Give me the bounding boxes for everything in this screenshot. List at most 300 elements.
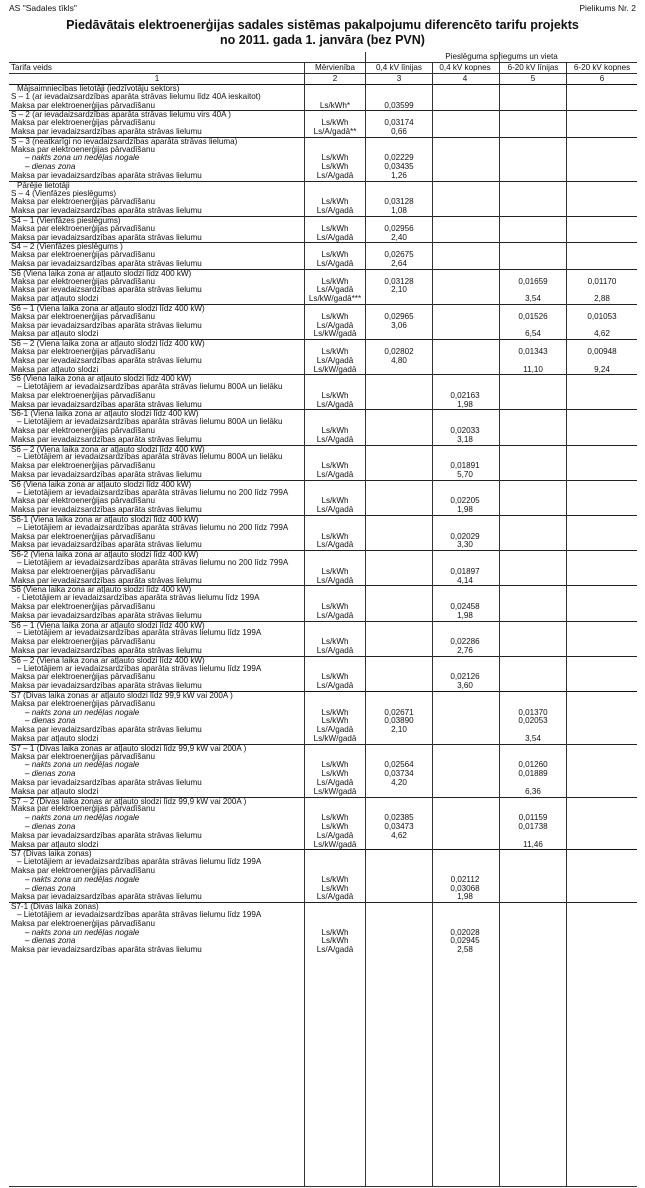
tariff-label: Maksa par ievadaizsardzības aparāta strāvas lielumu <box>11 830 202 840</box>
value-cell: 1,98 <box>457 505 473 515</box>
value-cell <box>432 841 498 850</box>
unit-cell: Ls/A/gadā <box>316 399 354 409</box>
value-cell: 1,98 <box>457 892 473 902</box>
value-cell: 0,02671 <box>384 707 414 717</box>
value-cell <box>366 673 432 682</box>
value-cell: 0,01891 <box>450 461 480 471</box>
value-cell <box>567 462 637 471</box>
value-cell <box>432 313 498 322</box>
value-cell <box>500 427 566 436</box>
value-cell <box>500 885 566 894</box>
value-cell <box>567 779 637 788</box>
unit-cell: Ls/kW/gadā <box>313 364 357 374</box>
value-cell <box>366 893 432 902</box>
tariff-label: Maksa par elektroenerģijas pārvadīšanu <box>11 276 155 286</box>
tariff-label: S6-1 (Viena laika zona ar atļauto slodzi līdz 400 kW) <box>11 515 199 525</box>
tariff-label: Maksa par ievadaizsardzības aparāta strāvas lielumu <box>11 505 202 515</box>
tariff-label: – dienas zona <box>25 769 76 779</box>
unit-cell: Ls/kW/gadā*** <box>308 294 362 304</box>
value-cell: 4,20 <box>391 777 407 787</box>
table-body <box>9 84 637 955</box>
value-cell: 2,88 <box>594 294 610 304</box>
value-cell: 2,76 <box>457 646 473 655</box>
value-cell: 6,36 <box>525 786 541 796</box>
value-cell <box>500 471 566 480</box>
value-cell <box>432 735 498 744</box>
value-cell <box>567 673 637 682</box>
value-cell <box>366 366 432 375</box>
tariff-label: Maksa par elektroenerģijas pārvadīšanu <box>11 197 155 207</box>
col-header-04-busbars: 0,4 kV kopnes <box>439 63 491 72</box>
value-cell <box>567 946 637 955</box>
unit-cell: Ls/A/gadā <box>316 892 354 902</box>
tariff-label: S – 1 (ar ievadaizsardzības aparāta strāvas lielumu līdz 40A ieskaitot) <box>11 91 261 101</box>
value-cell: 0,02229 <box>384 153 414 163</box>
value-cell <box>432 366 498 375</box>
value-cell: 0,02956 <box>384 223 414 233</box>
value-cell <box>500 876 566 885</box>
tariff-label: S6-2 (Viena laika zona ar atļauto slodzi līdz 400 kW) <box>11 550 199 560</box>
tariff-label: Maksa par elektroenerģijas pārvadīšanu <box>11 865 155 875</box>
table-head-numbers <box>9 73 637 84</box>
table-row <box>9 128 637 137</box>
value-cell <box>500 128 566 137</box>
unit-cell: Ls/A/gadā <box>316 285 354 295</box>
tariff-label: Maksa par atļauto slodzi <box>11 294 99 304</box>
value-cell: 0,02033 <box>450 426 480 436</box>
value-cell <box>432 788 498 797</box>
col-divider <box>566 62 567 1186</box>
value-cell: 0,02458 <box>450 602 480 612</box>
value-cell <box>567 198 637 207</box>
table-row <box>9 577 637 586</box>
value-cell <box>567 506 637 515</box>
col-divider <box>432 62 433 1186</box>
value-cell <box>500 893 566 902</box>
value-cell <box>567 893 637 902</box>
tariff-label: Maksa par ievadaizsardzības aparāta strāvas lielumu <box>11 777 202 787</box>
tariff-label: – Lietotājiem ar ievadaizsardzības aparāta strāvas lielumu 800A un lielāku <box>17 452 283 462</box>
unit-cell: Ls/A/gadā <box>316 725 354 735</box>
unit-cell: Ls/A/gadā <box>316 777 354 787</box>
col-header-tariff: Tarifa veids <box>11 63 52 72</box>
value-cell: 4,14 <box>457 575 473 585</box>
tariff-label: Maksa par atļauto slodzi <box>11 364 99 374</box>
value-cell <box>432 761 498 770</box>
value-cell <box>567 603 637 612</box>
value-cell <box>366 885 432 894</box>
value-cell <box>567 497 637 506</box>
value-cell: 0,02163 <box>450 390 480 400</box>
title-line-1: Piedāvātais elektroenerģijas sadales sistēmas pakalpojumu diferencēto tarifu projekts <box>66 18 579 32</box>
value-cell <box>500 682 566 691</box>
value-cell: 0,02286 <box>450 637 480 647</box>
page-title <box>0 18 645 48</box>
value-cell <box>567 154 637 163</box>
value-cell <box>366 735 432 744</box>
value-cell <box>366 506 432 515</box>
tariff-label: Maksa par ievadaizsardzības aparāta strāvas lielumu <box>11 892 202 902</box>
value-cell: 0,66 <box>391 126 407 136</box>
unit-cell: Ls/kWh <box>321 769 349 779</box>
tariff-label: Maksa par atļauto slodzi <box>11 329 99 339</box>
tariff-label: Maksa par elektroenerģijas pārvadīšanu <box>11 144 155 154</box>
tariff-label: – Lietotājiem ar ievadaizsardzības aparāta strāvas lielumu līdz 199A <box>17 628 262 638</box>
value-cell <box>432 832 498 841</box>
value-cell <box>567 823 637 832</box>
unit-cell: Ls/kWh <box>321 390 349 400</box>
value-cell <box>366 462 432 471</box>
tariff-label: Maksa par ievadaizsardzības aparāta strāvas lielumu <box>11 206 202 216</box>
tariff-label: S7-1 (Divas laika zonas) <box>11 902 99 912</box>
tariff-label: Maksa par elektroenerģijas pārvadīšanu <box>11 311 155 321</box>
value-cell: 2,10 <box>391 725 407 735</box>
value-cell: 0,01526 <box>518 311 548 321</box>
value-cell: 0,02126 <box>450 672 480 682</box>
table-row <box>9 471 637 480</box>
unit-cell: Ls/A/gadā <box>316 470 354 480</box>
value-cell: 0,01260 <box>518 760 548 770</box>
value-cell: 0,02385 <box>384 813 414 823</box>
title-line-2: no 2011. gada 1. janvāra (bez PVN) <box>220 33 425 47</box>
unit-cell: Ls/A/gadā <box>316 170 354 180</box>
value-cell: 0,03174 <box>384 118 414 128</box>
unit-cell: Ls/kWh <box>321 936 349 946</box>
value-cell <box>567 128 637 137</box>
value-cell <box>432 154 498 163</box>
table-head-group <box>9 52 637 62</box>
value-cell: 1,98 <box>457 610 473 620</box>
value-cell <box>567 225 637 234</box>
value-cell <box>567 392 637 401</box>
table-row <box>9 172 637 181</box>
value-cell: 2,10 <box>391 285 407 295</box>
value-cell <box>500 172 566 181</box>
value-cell: 0,01159 <box>518 813 548 823</box>
tariff-label: – Lietotājiem ar ievadaizsardzības aparāta strāvas lielumu no 200 līdz 799A <box>17 522 289 532</box>
tariff-label: Maksa par ievadaizsardzības aparāta strāvas lielumu <box>11 610 202 620</box>
unit-cell: Ls/kWh <box>321 223 349 233</box>
table-row <box>9 841 637 850</box>
value-cell: 0,03890 <box>384 716 414 726</box>
tariff-label: Maksa par elektroenerģijas pārvadīšanu <box>11 698 155 708</box>
tariff-label: - Lietotājiem ar ievadaizsardzības aparāta strāvas lielumu līdz 199A <box>17 593 260 603</box>
value-cell: 0,02029 <box>450 531 480 541</box>
value-cell <box>366 436 432 445</box>
value-cell <box>500 612 566 621</box>
value-cell <box>500 647 566 656</box>
value-cell: 3,06 <box>391 320 407 330</box>
tariff-label: S6 – 1 (Viena laika zona ar atļauto slodzi līdz 400 kW) <box>11 303 205 313</box>
tariff-label: S6 – 2 (Viena laika zona ar atļauto slodzi līdz 400 kW) <box>11 444 205 454</box>
tariff-label: Maksa par elektroenerģijas pārvadīšanu <box>11 426 155 436</box>
value-cell <box>432 163 498 172</box>
tariff-label: Maksa par elektroenerģijas pārvadīšanu <box>11 672 155 682</box>
value-cell <box>432 225 498 234</box>
tariff-label: – Lietotājiem ar ievadaizsardzības aparāta strāvas lielumu no 200 līdz 799A <box>17 487 289 497</box>
value-cell <box>432 709 498 718</box>
col-divider <box>304 62 305 1186</box>
unit-cell: Ls/kWh <box>321 883 349 893</box>
tariff-label: S – 3 (neatkarīgi no ievadaizsardzības aparāta strāvas lieluma) <box>11 136 238 146</box>
unit-cell: Ls/A/gadā <box>316 575 354 585</box>
unit-cell: Ls/kWh <box>321 821 349 831</box>
value-cell: 0,03068 <box>450 883 480 893</box>
value-cell <box>500 260 566 269</box>
value-cell <box>567 832 637 841</box>
value-cell <box>567 533 637 542</box>
table-row <box>9 436 637 445</box>
table-row <box>9 506 637 515</box>
value-cell: 1,98 <box>457 399 473 409</box>
unit-cell: Ls/kWh <box>321 672 349 682</box>
unit-cell: Ls/kWh <box>321 813 349 823</box>
unit-cell: Ls/A/gadā <box>316 681 354 691</box>
tariff-label: – nakts zona un nedēļas nogale <box>25 927 140 937</box>
value-cell <box>567 647 637 656</box>
unit-cell: Ls/kWh <box>321 118 349 128</box>
unit-cell: Ls/kWh <box>321 197 349 207</box>
unit-cell: Ls/kWh <box>321 153 349 163</box>
value-cell <box>432 198 498 207</box>
value-cell <box>567 735 637 744</box>
value-cell <box>567 251 637 260</box>
value-cell: 11,10 <box>523 364 543 374</box>
value-cell <box>500 102 566 111</box>
value-cell <box>366 541 432 550</box>
value-cell: 0,01343 <box>518 346 548 356</box>
value-cell <box>500 603 566 612</box>
value-cell: 4,62 <box>594 329 610 339</box>
col-num: 1 <box>154 74 160 83</box>
value-cell <box>432 172 498 181</box>
value-cell <box>366 497 432 506</box>
col-divider <box>365 62 366 1186</box>
value-cell <box>366 638 432 647</box>
value-cell <box>567 207 637 216</box>
col-num: 4 <box>462 74 468 83</box>
value-cell: 0,01738 <box>518 821 548 831</box>
company-name: AS "Sadales tīkls" <box>9 3 77 13</box>
value-cell: 4,62 <box>391 830 407 840</box>
unit-cell: Ls/kWh <box>321 276 349 286</box>
value-cell: 3,54 <box>525 294 541 304</box>
tariff-label: – dienas zona <box>25 162 76 172</box>
value-cell: 0,03128 <box>384 276 414 286</box>
value-cell <box>500 506 566 515</box>
tariff-label: Maksa par ievadaizsardzības aparāta strāvas lielumu <box>11 470 202 480</box>
annex-number: Pielikums Nr. 2 <box>579 3 636 13</box>
unit-cell: Ls/A/gadā <box>316 830 354 840</box>
tariff-label: S6 (Viena laika zona ar atļauto slodzi līdz 400 kW) <box>11 374 192 384</box>
unit-cell: Ls/kWh <box>321 311 349 321</box>
value-cell <box>567 788 637 797</box>
value-cell <box>500 638 566 647</box>
value-cell: 11,46 <box>523 839 543 849</box>
tariff-label: S6 (Viena laika zona ar atļauto slodzi līdz 400 kW) <box>11 585 192 595</box>
value-cell <box>366 401 432 410</box>
tariff-label: Maksa par elektroenerģijas pārvadīšanu <box>11 602 155 612</box>
tariff-label: Maksa par ievadaizsardzības aparāta strāvas lielumu <box>11 258 202 268</box>
unit-cell: Ls/kWh <box>321 716 349 726</box>
value-cell <box>366 876 432 885</box>
tariff-label: S7 (Divas laika zonas) <box>11 849 92 859</box>
value-cell <box>500 673 566 682</box>
value-cell <box>500 198 566 207</box>
value-cell <box>567 876 637 885</box>
value-cell: 0,01053 <box>587 311 617 321</box>
tariff-label: Maksa par elektroenerģijas pārvadīšanu <box>11 566 155 576</box>
value-cell <box>567 814 637 823</box>
tariff-label: Maksa par elektroenerģijas pārvadīšanu <box>11 390 155 400</box>
value-cell <box>500 946 566 955</box>
col-header-unit: Mērvienība <box>314 63 356 72</box>
value-cell: 1,08 <box>391 206 407 216</box>
value-cell <box>567 234 637 243</box>
tariff-label: – Lietotājiem ar ievadaizsardzības aparāta strāvas lielumu no 200 līdz 799A <box>17 558 289 568</box>
unit-cell: Ls/kWh <box>321 426 349 436</box>
value-cell <box>366 295 432 304</box>
value-cell <box>432 348 498 357</box>
unit-cell: Ls/kW/gadā <box>313 786 357 796</box>
tariff-label: S – 4 (Vienfāzes pieslēgums) <box>11 188 117 198</box>
unit-cell: Ls/kWh <box>321 250 349 260</box>
value-cell: 0,01170 <box>587 276 617 286</box>
tariff-label: S7 – 1 (Divas laika zonas ar atļauto slodzi līdz 99,9 kW vai 200A ) <box>11 743 247 753</box>
tariff-table <box>9 52 637 955</box>
col-num: 6 <box>599 74 605 83</box>
value-cell <box>366 471 432 480</box>
value-cell <box>500 234 566 243</box>
unit-cell: Ls/A/gadā <box>316 320 354 330</box>
tariff-label: S6 – 2 (Viena laika zona ar atļauto slodzi līdz 400 kW) <box>11 339 205 349</box>
value-cell <box>567 260 637 269</box>
value-cell: 0,01659 <box>518 276 548 286</box>
value-cell <box>366 577 432 586</box>
value-cell <box>366 682 432 691</box>
value-cell: 0,02112 <box>450 874 480 884</box>
value-cell <box>500 251 566 260</box>
tariff-label: – nakts zona un nedēļas nogale <box>25 760 140 770</box>
value-cell: 0,02053 <box>518 716 548 726</box>
value-cell <box>500 225 566 234</box>
value-cell <box>567 761 637 770</box>
value-cell: 5,70 <box>457 470 473 480</box>
tariff-label: Maksa par elektroenerģijas pārvadīšanu <box>11 751 155 761</box>
value-cell <box>500 462 566 471</box>
tariff-label: S6-1 (Viena laika zona ar atļauto slodzi līdz 400 kW) <box>11 409 199 419</box>
tariff-label: Maksa par ievadaizsardzības aparāta strāvas lielumu <box>11 681 202 691</box>
value-cell: 0,02802 <box>384 346 414 356</box>
unit-cell: Ls/A/gadā <box>316 646 354 655</box>
value-cell <box>432 717 498 726</box>
table-row <box>9 788 637 797</box>
table-row <box>9 893 637 902</box>
tariff-label: Maksa par elektroenerģijas pārvadīšanu <box>11 637 155 647</box>
unit-cell: Ls/kW/gadā <box>313 329 357 339</box>
value-cell <box>432 295 498 304</box>
value-cell <box>567 163 637 172</box>
value-cell: 2,58 <box>457 945 473 955</box>
tariff-label: – nakts zona un nedēļas nogale <box>25 813 140 823</box>
table-row <box>9 234 637 243</box>
tariff-label: Maksa par ievadaizsardzības aparāta strāvas lielumu <box>11 575 202 585</box>
value-cell: 0,02965 <box>384 311 414 321</box>
tariff-label: Maksa par ievadaizsardzības aparāta strāvas lielumu <box>11 434 202 444</box>
col-num: 3 <box>396 74 402 83</box>
tariff-label: – Lietotājiem ar ievadaizsardzības aparāta strāvas lielumu līdz 199A <box>17 663 262 673</box>
unit-cell: Ls/kWh <box>321 637 349 647</box>
value-cell <box>567 172 637 181</box>
value-cell <box>500 119 566 128</box>
value-cell: 0,00948 <box>587 346 617 356</box>
tariff-label: Maksa par elektroenerģijas pārvadīšanu <box>11 250 155 260</box>
col-header-04-lines: 0,4 kV līnijas <box>376 63 422 72</box>
value-cell: 3,60 <box>457 681 473 691</box>
tariff-label: Maksa par ievadaizsardzības aparāta strāvas lielumu <box>11 646 202 655</box>
unit-cell: Ls/A/gadā <box>316 505 354 515</box>
value-cell: 4,80 <box>391 355 407 365</box>
col-header-620-lines: 6-20 kV līnijas <box>507 63 559 72</box>
value-cell <box>500 163 566 172</box>
tariff-label: Maksa par ievadaizsardzības aparāta strāvas lielumu <box>11 399 202 409</box>
unit-cell: Ls/kWh <box>321 461 349 471</box>
value-cell: 0,02945 <box>450 936 480 946</box>
value-cell <box>366 841 432 850</box>
table-row <box>9 260 637 269</box>
tariff-label: Maksa par ievadaizsardzības aparāta strāvas lielumu <box>11 725 202 735</box>
unit-cell: Ls/A/gadā <box>316 540 354 550</box>
table-row <box>9 735 637 744</box>
tariff-label: S6 (Viena laika zona ar atļauto slodzi līdz 400 kW) <box>11 268 192 278</box>
tariff-label: S – 2 (ar ievadaizsardzības aparāta strāvas lielumu virs 40A ) <box>11 110 231 120</box>
value-cell <box>432 278 498 287</box>
table-row <box>9 541 637 550</box>
value-cell: 3,54 <box>525 733 541 743</box>
value-cell: 2,40 <box>391 232 407 242</box>
table-row <box>9 401 637 410</box>
table-row <box>9 612 637 621</box>
value-cell <box>432 119 498 128</box>
unit-cell: Ls/kWh <box>321 602 349 612</box>
tariff-label: Maksa par ievadaizsardzības aparāta strāvas lielumu <box>11 320 202 330</box>
col-num: 5 <box>530 74 536 83</box>
tariff-label: Pārējie lietotāji <box>17 180 70 190</box>
value-cell <box>432 330 498 339</box>
group-header: Pieslēguma spriegums un vieta <box>445 52 558 61</box>
value-cell <box>366 788 432 797</box>
table-row <box>9 295 637 304</box>
tariff-label: – Lietotājiem ar ievadaizsardzības aparāta strāvas lielumu 800A un lielāku <box>17 382 283 392</box>
value-cell: 0,02675 <box>384 250 414 260</box>
unit-cell: Ls/kWh <box>321 496 349 506</box>
value-cell <box>366 533 432 542</box>
tariff-label: S6 – 1 (Viena laika zona ar atļauto slodzi līdz 400 kW) <box>11 620 205 630</box>
tariff-label: Maksa par ievadaizsardzības aparāta strāvas lielumu <box>11 355 202 365</box>
value-cell <box>432 260 498 269</box>
value-cell <box>567 436 637 445</box>
table-row <box>9 682 637 691</box>
value-cell <box>366 427 432 436</box>
value-cell <box>500 568 566 577</box>
tariff-label: – nakts zona un nedēļas nogale <box>25 153 140 163</box>
value-cell <box>567 937 637 946</box>
tariff-label: Mājsaimniecības lietotāji (iedzīvotāju sektors) <box>17 84 180 93</box>
table-row <box>9 946 637 955</box>
unit-cell: Ls/kWh <box>321 707 349 717</box>
value-cell: 0,03599 <box>384 100 414 110</box>
value-cell <box>567 709 637 718</box>
